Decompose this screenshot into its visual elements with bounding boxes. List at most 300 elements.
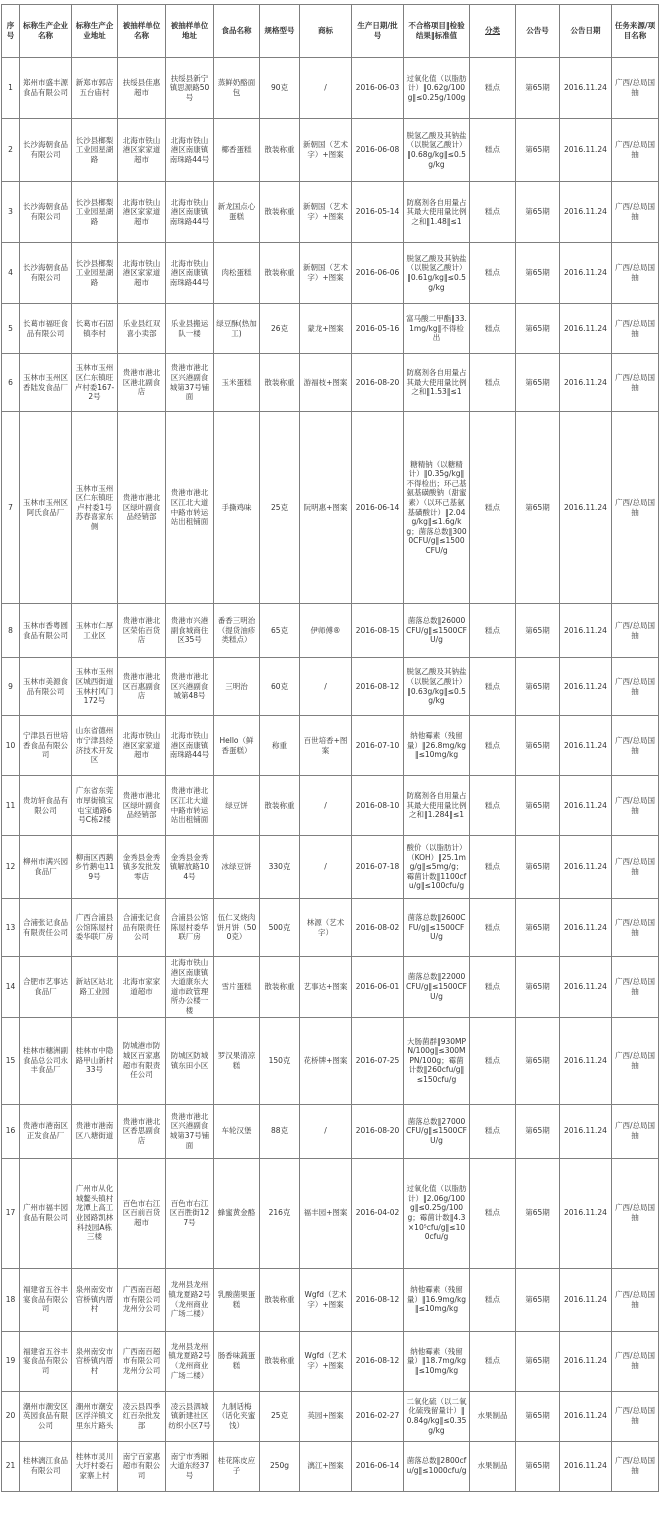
producer-address-cell: 长沙县榔梨工业园星湖路: [72, 182, 118, 243]
sampled-unit-name-cell: 合浦张记食品有限责任公司: [118, 899, 166, 957]
producer-name-cell: 桂林市穗洲副食品总公司永丰食品厂: [20, 1017, 72, 1104]
notice-number-cell: 第65期: [516, 957, 560, 1018]
sampled-unit-name-cell: 北海市铁山港区家家道超市: [118, 119, 166, 182]
table-row: [2, 1441, 659, 1491]
task-source-cell: 广西/总局国抽: [612, 354, 659, 412]
producer-address-cell: 长沙县榔梨工业园星湖路: [72, 119, 118, 182]
row-number-cell: 18: [2, 1268, 20, 1331]
production-date-cell: 2016-07-18: [352, 836, 404, 899]
notice-date-cell: 2016.11.24: [560, 243, 612, 304]
production-date-cell: 2016-08-12: [352, 1331, 404, 1391]
production-date-cell: 2016-06-06: [352, 243, 404, 304]
failed-item-cell: 防腐剂各自用量占其最大使用量比例之和‖1.48‖≤1: [404, 182, 470, 243]
header-cell: 标称生产企业地址: [72, 5, 118, 58]
row-number-cell: 14: [2, 957, 20, 1018]
brand-cell: 新朝国（艺术字）+图案: [300, 182, 352, 243]
header-cell: 被抽样单位地址: [166, 5, 214, 58]
spec-cell: 散装称重: [260, 776, 300, 836]
producer-address-cell: 泉州南安市官桥镇内厝村: [72, 1268, 118, 1331]
failed-item-cell: 脱氢乙酸及其钠盐（以脱氢乙酸计）‖0.68g/kg‖≤0.5g/kg: [404, 119, 470, 182]
food-name-cell: 乳酸菌果蛋糕: [214, 1268, 260, 1331]
producer-name-cell: 柳州市满兴园食品厂: [20, 836, 72, 899]
notice-number-cell: 第65期: [516, 1158, 560, 1268]
spec-cell: 60克: [260, 658, 300, 716]
notice-date-cell: 2016.11.24: [560, 716, 612, 776]
food-name-cell: 肉松蛋糕: [214, 243, 260, 304]
notice-number-cell: 第65期: [516, 776, 560, 836]
sampled-unit-name-cell: 金秀县金秀镇多发批发零店: [118, 836, 166, 899]
production-date-cell: 2016-08-12: [352, 658, 404, 716]
sampled-unit-name-cell: 扶绥县佳惠超市: [118, 58, 166, 119]
sampled-unit-address-cell: 凌云县泗城镇新建社区纺织小区7号: [166, 1391, 214, 1441]
production-date-cell: 2016-04-02: [352, 1158, 404, 1268]
sampled-unit-address-cell: 北海市铁山港区南康镇大道康东大道市政管理所办公楼一楼: [166, 957, 214, 1018]
header-cell: 序号: [2, 5, 20, 58]
header-cell: 任务来源/项目名称: [612, 5, 659, 58]
producer-name-cell: 玉林市玉州区香陆发食品厂: [20, 354, 72, 412]
task-source-cell: 广西/总局国抽: [612, 412, 659, 604]
task-source-cell: 广西/总局国抽: [612, 836, 659, 899]
food-name-cell: 冰绿豆饼: [214, 836, 260, 899]
notice-date-cell: 2016.11.24: [560, 304, 612, 354]
producer-name-cell: 合肥市艺事达食品厂: [20, 957, 72, 1018]
task-source-cell: 广西/总局国抽: [612, 182, 659, 243]
inspection-table: [1, 4, 659, 1492]
spec-cell: 散装称重: [260, 1268, 300, 1331]
category-cell: 水果制品: [470, 1441, 516, 1491]
sampled-unit-address-cell: 北海市铁山港区南康镇南珠路44号: [166, 182, 214, 243]
food-name-cell: 绿豆饼: [214, 776, 260, 836]
sampled-unit-name-cell: 贵港市港北区港北副食店: [118, 354, 166, 412]
notice-number-cell: 第65期: [516, 412, 560, 604]
production-date-cell: 2016-07-10: [352, 716, 404, 776]
sampled-unit-name-cell: 广西南百超市有限公司龙州分公司: [118, 1331, 166, 1391]
failed-item-cell: 菌落总数‖26000CFU/g‖≤1500CFU/g: [404, 604, 470, 658]
production-date-cell: 2016-08-10: [352, 776, 404, 836]
producer-name-cell: 玉林市香粤圆食品有限公司: [20, 604, 72, 658]
table-row: [2, 1158, 659, 1268]
table-row: [2, 957, 659, 1018]
notice-number-cell: 第65期: [516, 604, 560, 658]
production-date-cell: 2016-08-02: [352, 899, 404, 957]
brand-cell: /: [300, 658, 352, 716]
failed-item-cell: 过氧化值（以脂肪计）‖2.06g/100g‖≤0.25g/100g；霉菌计数‖4.3×10⁵cfu/g‖≤100cfu/g: [404, 1158, 470, 1268]
category-cell: 糕点: [470, 899, 516, 957]
producer-address-cell: 泉州南安市官桥镇内厝村: [72, 1331, 118, 1391]
spec-cell: 150克: [260, 1017, 300, 1104]
task-source-cell: 广西/总局国抽: [612, 604, 659, 658]
brand-cell: 伊师傅®: [300, 604, 352, 658]
food-name-cell: 番香三明治（提货油疹类糕点）: [214, 604, 260, 658]
notice-number-cell: 第65期: [516, 1331, 560, 1391]
row-number-cell: 2: [2, 119, 20, 182]
row-number-cell: 6: [2, 354, 20, 412]
food-name-cell: 肠香味蔬蛋糕: [214, 1331, 260, 1391]
sampled-unit-address-cell: 北海市铁山港区南康镇南珠路44号: [166, 716, 214, 776]
failed-item-cell: 糖精钠（以糖精计）‖0.35g/kg‖不得检出；环己基氨基磺酸钠（甜蜜素）（以环己基氨基磺酸计）‖2.04g/kg‖≤1.6g/kg；菌落总数‖3000CFU/g‖≤1500CFU/g: [404, 412, 470, 604]
producer-name-cell: 郑州市盛丰源食品有限公司: [20, 58, 72, 119]
sampled-unit-name-cell: 凌云县四季红百杂批发部: [118, 1391, 166, 1441]
brand-cell: 蒙龙+图案: [300, 304, 352, 354]
brand-cell: /: [300, 836, 352, 899]
table-row: [2, 604, 659, 658]
category-cell: 糕点: [470, 58, 516, 119]
category-cell: 糕点: [470, 658, 516, 716]
header-cell: 商标: [300, 5, 352, 58]
notice-date-cell: 2016.11.24: [560, 1017, 612, 1104]
category-cell: 糕点: [470, 776, 516, 836]
sampled-unit-address-cell: 北海市铁山港区南康镇南珠路44号: [166, 119, 214, 182]
brand-cell: /: [300, 776, 352, 836]
producer-name-cell: 玉林市玉州区阿氏食品厂: [20, 412, 72, 604]
producer-address-cell: 潮州市潮安区浮洋镇文里东片路头: [72, 1391, 118, 1441]
production-date-cell: 2016-05-14: [352, 182, 404, 243]
header-cell: 公告号: [516, 5, 560, 58]
failed-item-cell: 纳他霉素（残留量）‖16.9mg/kg‖≤10mg/kg: [404, 1268, 470, 1331]
row-number-cell: 7: [2, 412, 20, 604]
brand-cell: 百世培香+图案: [300, 716, 352, 776]
notice-date-cell: 2016.11.24: [560, 1104, 612, 1158]
sampled-unit-address-cell: 乐业县搬运队一楼: [166, 304, 214, 354]
brand-cell: /: [300, 1104, 352, 1158]
task-source-cell: 广西/总局国抽: [612, 1017, 659, 1104]
row-number-cell: 8: [2, 604, 20, 658]
row-number-cell: 11: [2, 776, 20, 836]
notice-number-cell: 第65期: [516, 119, 560, 182]
sampled-unit-name-cell: 北海市铁山港区家家道超市: [118, 182, 166, 243]
production-date-cell: 2016-06-14: [352, 1441, 404, 1491]
producer-name-cell: 潮州市潮安区英园食品有限公司: [20, 1391, 72, 1441]
notice-date-cell: 2016.11.24: [560, 354, 612, 412]
sampled-unit-address-cell: 贵港市港北区江北大道中路市转运站出租铺面: [166, 776, 214, 836]
failed-item-cell: 富马酸二甲酯‖33.1mg/kg‖不得检出: [404, 304, 470, 354]
header-cell: 食品名称: [214, 5, 260, 58]
row-number-cell: 5: [2, 304, 20, 354]
notice-date-cell: 2016.11.24: [560, 604, 612, 658]
food-name-cell: 三明治: [214, 658, 260, 716]
brand-cell: Wgfd（艺术字）+图案: [300, 1331, 352, 1391]
notice-date-cell: 2016.11.24: [560, 658, 612, 716]
header-cell: 标称生产企业名称: [20, 5, 72, 58]
producer-address-cell: 广州市从化城鳌头镇村龙潭上高工业园路凯林科技园A栋三楼: [72, 1158, 118, 1268]
sampled-unit-address-cell: 扶绥县新宁镇思源路50号: [166, 58, 214, 119]
producer-address-cell: 玉林市玉州区仁东镇旺卢村委1号苏春喜家东侧: [72, 412, 118, 604]
table-row: [2, 354, 659, 412]
spec-cell: 散装称重: [260, 243, 300, 304]
failed-item-cell: 过氧化值（以脂肪计）‖0.62g/100g‖≤0.25g/100g: [404, 58, 470, 119]
table-row: [2, 1268, 659, 1331]
producer-address-cell: 桂林市灵川大圩村委石家寨上村: [72, 1441, 118, 1491]
food-name-cell: 桂花陈皮应子: [214, 1441, 260, 1491]
failed-item-cell: 菌落总数‖2600CFU/g‖≤1500CFU/g: [404, 899, 470, 957]
failed-item-cell: 大肠菌群‖930MPN/100g‖≤300MPN/100g；霉菌计数‖260cfu/g‖≤150cfu/g: [404, 1017, 470, 1104]
failed-item-cell: 菌落总数‖2800cfu/g‖≤1000cfu/g: [404, 1441, 470, 1491]
sampled-unit-address-cell: 贵港市兴港副食城商住区35号: [166, 604, 214, 658]
production-date-cell: 2016-06-03: [352, 58, 404, 119]
producer-address-cell: 玉林市仁厚工业区: [72, 604, 118, 658]
spec-cell: 250g: [260, 1441, 300, 1491]
category-cell: 糕点: [470, 716, 516, 776]
header-cell: 规格型号: [260, 5, 300, 58]
production-date-cell: 2016-08-15: [352, 604, 404, 658]
producer-name-cell: 桂林漓江食品有限公司: [20, 1441, 72, 1491]
sampled-unit-address-cell: 贵港市港北区兴港副食城第48号: [166, 658, 214, 716]
task-source-cell: 广西/总局国抽: [612, 119, 659, 182]
sampled-unit-address-cell: 贵港市港北区兴港副食城第37号铺面: [166, 354, 214, 412]
category-cell: 糕点: [470, 354, 516, 412]
sampled-unit-address-cell: 合浦县公馆陈屋村委华联厂房: [166, 899, 214, 957]
producer-address-cell: 柳南区西鹅乡竹鹅屯119号: [72, 836, 118, 899]
row-number-cell: 13: [2, 899, 20, 957]
brand-cell: Wgfd（艺术字）+图案: [300, 1268, 352, 1331]
spec-cell: 330克: [260, 836, 300, 899]
producer-name-cell: 合浦张记食品有限责任公司: [20, 899, 72, 957]
row-number-cell: 1: [2, 58, 20, 119]
spec-cell: 90克: [260, 58, 300, 119]
producer-address-cell: 长葛市石固镇李村: [72, 304, 118, 354]
category-cell: 糕点: [470, 1331, 516, 1391]
notice-number-cell: 第65期: [516, 658, 560, 716]
task-source-cell: 广西/总局国抽: [612, 1441, 659, 1491]
failed-item-cell: 酸价（以脂肪计）（KOH）‖25.1mg/g‖≤5mg/g；霉菌计数‖1100cfu/g‖≤100cfu/g: [404, 836, 470, 899]
table-row: [2, 58, 659, 119]
producer-address-cell: 新郑市郭店五台庙村: [72, 58, 118, 119]
notice-number-cell: 第65期: [516, 899, 560, 957]
producer-address-cell: 贵港市港南区八塘街道: [72, 1104, 118, 1158]
producer-address-cell: 新站区站北路工业园: [72, 957, 118, 1018]
food-name-cell: 绿豆酥(热加工): [214, 304, 260, 354]
table-row: [2, 119, 659, 182]
producer-name-cell: 长沙海朝食品有限公司: [20, 243, 72, 304]
sampled-unit-name-cell: 贵港市港北区绿叶副食品经销部: [118, 776, 166, 836]
header-cell: 被抽样单位名称: [118, 5, 166, 58]
production-date-cell: 2016-08-12: [352, 1268, 404, 1331]
notice-number-cell: 第65期: [516, 1441, 560, 1491]
header-cell: 公告日期: [560, 5, 612, 58]
notice-date-cell: 2016.11.24: [560, 776, 612, 836]
failed-item-cell: 菌落总数‖22000CFU/g‖≤1500CFU/g: [404, 957, 470, 1018]
sampled-unit-name-cell: 北海市家家道超市: [118, 957, 166, 1018]
header-row: [2, 5, 659, 58]
table-row: [2, 836, 659, 899]
producer-address-cell: 广东省东莞市厚街镇宝屯宝通路6号C栋2楼: [72, 776, 118, 836]
producer-name-cell: 长沙海朝食品有限公司: [20, 119, 72, 182]
row-number-cell: 3: [2, 182, 20, 243]
spec-cell: 25克: [260, 412, 300, 604]
producer-name-cell: 福建省五谷丰宴食品有限公司: [20, 1331, 72, 1391]
production-date-cell: 2016-08-20: [352, 354, 404, 412]
producer-address-cell: 桂林市中隐路甲山新村33号: [72, 1017, 118, 1104]
notice-date-cell: 2016.11.24: [560, 58, 612, 119]
producer-name-cell: 贵坊轩食品有限公司: [20, 776, 72, 836]
row-number-cell: 15: [2, 1017, 20, 1104]
failed-item-cell: 防腐剂各自用量占其最大使用量比例之和‖1.284‖≤1: [404, 776, 470, 836]
sampled-unit-address-cell: 金秀县金秀镇解放路104号: [166, 836, 214, 899]
table-row: [2, 1331, 659, 1391]
sampled-unit-address-cell: 贵港市港北区江北大道中路市转运站出租铺面: [166, 412, 214, 604]
notice-date-cell: 2016.11.24: [560, 957, 612, 1018]
production-date-cell: 2016-02-27: [352, 1391, 404, 1441]
category-cell: 糕点: [470, 119, 516, 182]
category-cell: 糕点: [470, 1158, 516, 1268]
category-cell: 糕点: [470, 243, 516, 304]
brand-cell: 花桥牌+图案: [300, 1017, 352, 1104]
notice-number-cell: 第65期: [516, 243, 560, 304]
spec-cell: 散装称重: [260, 957, 300, 1018]
header-cell: 不合格项目‖检验结果‖标准值: [404, 5, 470, 58]
task-source-cell: 广西/总局国抽: [612, 899, 659, 957]
sampled-unit-name-cell: 防城港市防城区百家惠超市有限责任公司: [118, 1017, 166, 1104]
sampled-unit-name-cell: 北海市铁山港区家家道超市: [118, 243, 166, 304]
notice-number-cell: 第65期: [516, 58, 560, 119]
brand-cell: 艺事达+图案: [300, 957, 352, 1018]
brand-cell: 漓江+图案: [300, 1441, 352, 1491]
notice-number-cell: 第65期: [516, 836, 560, 899]
notice-date-cell: 2016.11.24: [560, 182, 612, 243]
table-row: [2, 776, 659, 836]
sampled-unit-address-cell: 贵港市港北区兴港副食城第37号铺面: [166, 1104, 214, 1158]
sampled-unit-name-cell: 贵港市港北区荣佑百货店: [118, 604, 166, 658]
producer-address-cell: 广西合浦县公馆陈屋村委华联厂房: [72, 899, 118, 957]
producer-address-cell: 山东省德州市宁津县经济技术开发区: [72, 716, 118, 776]
table-row: [2, 716, 659, 776]
table-row: [2, 182, 659, 243]
notice-date-cell: 2016.11.24: [560, 1391, 612, 1441]
brand-cell: 阮明惠+图案: [300, 412, 352, 604]
spec-cell: 500克: [260, 899, 300, 957]
food-name-cell: 手撕鸡味: [214, 412, 260, 604]
notice-number-cell: 第65期: [516, 1391, 560, 1441]
sampled-unit-name-cell: 贵港市港北区香思副食店: [118, 1104, 166, 1158]
sampled-unit-address-cell: 龙州县龙州镇龙夏路2号（龙州商业广场二楼）: [166, 1268, 214, 1331]
food-name-cell: 新龙国点心蛋糕: [214, 182, 260, 243]
spec-cell: 65克: [260, 604, 300, 658]
failed-item-cell: 菌落总数‖27000CFU/g‖≤1500CFU/g: [404, 1104, 470, 1158]
category-cell: 糕点: [470, 836, 516, 899]
food-name-cell: Hello（鲜香蛋糕）: [214, 716, 260, 776]
table-row: [2, 243, 659, 304]
task-source-cell: 广西/总局国抽: [612, 1104, 659, 1158]
table-body: [2, 58, 659, 1492]
row-number-cell: 10: [2, 716, 20, 776]
sampled-unit-address-cell: 百色市右江区百胜街127号: [166, 1158, 214, 1268]
task-source-cell: 广西/总局国抽: [612, 776, 659, 836]
failed-item-cell: 脱氢乙酸及其钠盐（以脱氢乙酸计）‖0.63g/kg‖≤0.5g/kg: [404, 658, 470, 716]
notice-date-cell: 2016.11.24: [560, 899, 612, 957]
category-cell: 糕点: [470, 957, 516, 1018]
food-name-cell: 玉米蛋糕: [214, 354, 260, 412]
production-date-cell: 2016-06-08: [352, 119, 404, 182]
food-name-cell: 雪片蛋糕: [214, 957, 260, 1018]
production-date-cell: 2016-08-20: [352, 1104, 404, 1158]
row-number-cell: 12: [2, 836, 20, 899]
producer-name-cell: 长葛市福旺食品有限公司: [20, 304, 72, 354]
spec-cell: 散装称重: [260, 182, 300, 243]
table-row: [2, 412, 659, 604]
notice-number-cell: 第65期: [516, 1104, 560, 1158]
row-number-cell: 19: [2, 1331, 20, 1391]
spec-cell: 散装称重: [260, 354, 300, 412]
category-cell: 糕点: [470, 1104, 516, 1158]
notice-number-cell: 第65期: [516, 1268, 560, 1331]
category-cell: 糕点: [470, 412, 516, 604]
failed-item-cell: 纳他霉素（残留量）‖26.8mg/kg‖≤10mg/kg: [404, 716, 470, 776]
food-name-cell: 罗汉果清凉糕: [214, 1017, 260, 1104]
production-date-cell: 2016-05-16: [352, 304, 404, 354]
food-name-cell: 车轮汉堡: [214, 1104, 260, 1158]
task-source-cell: 广西/总局国抽: [612, 1391, 659, 1441]
row-number-cell: 21: [2, 1441, 20, 1491]
brand-cell: 福丰园+图案: [300, 1158, 352, 1268]
notice-date-cell: 2016.11.24: [560, 1331, 612, 1391]
table-row: [2, 899, 659, 957]
spec-cell: 称重: [260, 716, 300, 776]
spec-cell: 散装称重: [260, 119, 300, 182]
sampled-unit-name-cell: 南宁百家惠超市有限公司: [118, 1441, 166, 1491]
producer-address-cell: 玉林市玉州区城西街道玉林村风门172号: [72, 658, 118, 716]
category-cell: 糕点: [470, 304, 516, 354]
sampled-unit-name-cell: 贵港市港北区百惠副食店: [118, 658, 166, 716]
sampled-unit-address-cell: 南宁市秀厢大道东经37号: [166, 1441, 214, 1491]
table-row: [2, 1391, 659, 1441]
category-cell: 糕点: [470, 1268, 516, 1331]
spec-cell: 216克: [260, 1158, 300, 1268]
category-cell: 糕点: [470, 182, 516, 243]
sampled-unit-name-cell: 百色市右江区百前百货超市: [118, 1158, 166, 1268]
brand-cell: 英园+图案: [300, 1391, 352, 1441]
sampled-unit-name-cell: 贵港市港北区绿叶副食品经销部: [118, 412, 166, 604]
category-cell: 糕点: [470, 604, 516, 658]
producer-name-cell: 贵港市港南区正发食品厂: [20, 1104, 72, 1158]
notice-number-cell: 第65期: [516, 304, 560, 354]
row-number-cell: 16: [2, 1104, 20, 1158]
task-source-cell: 广西/总局国抽: [612, 716, 659, 776]
failed-item-cell: 二氧化硫（以二氧化硫残留量计）‖0.84g/kg‖≤0.35g/kg: [404, 1391, 470, 1441]
notice-number-cell: 第65期: [516, 1017, 560, 1104]
category-cell: 水果制品: [470, 1391, 516, 1441]
table-row: [2, 304, 659, 354]
task-source-cell: 广西/总局国抽: [612, 658, 659, 716]
failed-item-cell: 防腐剂各自用量占其最大使用量比例之和‖1.53‖≤1: [404, 354, 470, 412]
sampled-unit-name-cell: 乐业县红双喜小卖部: [118, 304, 166, 354]
task-source-cell: 广西/总局国抽: [612, 58, 659, 119]
notice-date-cell: 2016.11.24: [560, 1441, 612, 1491]
producer-name-cell: 福建省五谷丰宴食品有限公司: [20, 1268, 72, 1331]
notice-number-cell: 第65期: [516, 354, 560, 412]
task-source-cell: 广西/总局国抽: [612, 1158, 659, 1268]
notice-date-cell: 2016.11.24: [560, 1268, 612, 1331]
food-name-cell: 九制话梅（话化夹蜜饯）: [214, 1391, 260, 1441]
brand-cell: 游福枝+图案: [300, 354, 352, 412]
task-source-cell: 广西/总局国抽: [612, 1331, 659, 1391]
header-cell: 生产日期/批号: [352, 5, 404, 58]
producer-address-cell: 长沙县榔梨工业园星湖路: [72, 243, 118, 304]
brand-cell: /: [300, 58, 352, 119]
notice-date-cell: 2016.11.24: [560, 412, 612, 604]
brand-cell: 新朝国（艺术字）+图案: [300, 119, 352, 182]
notice-number-cell: 第65期: [516, 182, 560, 243]
notice-date-cell: 2016.11.24: [560, 1158, 612, 1268]
production-date-cell: 2016-07-25: [352, 1017, 404, 1104]
row-number-cell: 17: [2, 1158, 20, 1268]
food-name-cell: 蒸鲜奶酪面包: [214, 58, 260, 119]
sampled-unit-address-cell: 北海市铁山港区南康镇南珠路44号: [166, 243, 214, 304]
row-number-cell: 4: [2, 243, 20, 304]
production-date-cell: 2016-06-01: [352, 957, 404, 1018]
sampled-unit-address-cell: 防城区防城镇东田小区: [166, 1017, 214, 1104]
food-name-cell: 椰香蛋糕: [214, 119, 260, 182]
production-date-cell: 2016-06-14: [352, 412, 404, 604]
